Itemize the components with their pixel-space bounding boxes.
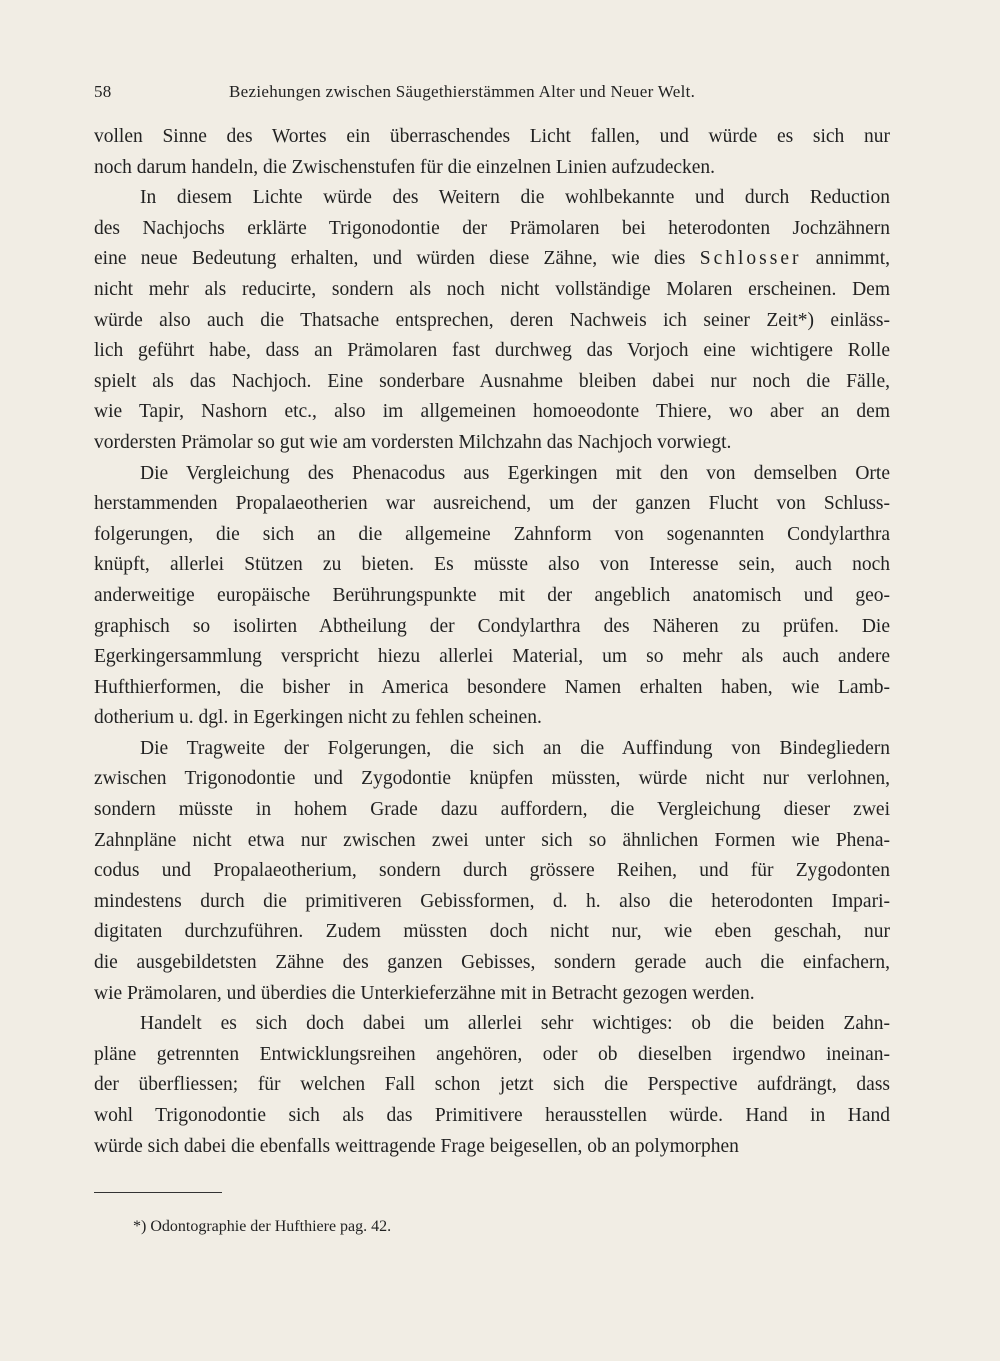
footnote: *) Odontographie der Hufthiere pag. 42. (133, 1218, 392, 1235)
text-line: dotherium u. dgl. in Egerkingen nicht zu fehlen scheinen. (94, 707, 542, 729)
text-line: sondern müsste in hohem Grade dazu auffordern, die Vergleichung dieser zwei (94, 799, 890, 821)
text-line: würde sich dabei die ebenfalls weittragende Frage beigesellen, ob an polymorphen (94, 1135, 739, 1157)
text-line: digitaten durchzuführen. Zudem müssten doch nicht nur, wie eben geschah, nur (94, 921, 890, 943)
text-line: codus und Propalaeotherium, sondern durch grössere Reihen, und für Zygodonten (94, 860, 890, 882)
text-line: Die Vergleichung des Phenacodus aus Egerkingen mit den von demselben Orte (140, 462, 890, 484)
text-line: noch darum handeln, die Zwischenstufen für die einzelnen Linien aufzudecken. (94, 156, 716, 178)
text-line: graphisch so isolirten Abtheilung der Condylarthra des Näheren zu prüfen. Die (94, 615, 890, 637)
text-line: lich geführt habe, dass an Prämolaren fast durchweg das Vorjoch eine wichtigere Rolle (94, 340, 890, 362)
text-line: nicht mehr als reducirte, sondern als noch nicht vollständige Molaren erscheinen. Dem (94, 278, 890, 300)
paragraph (94, 1009, 890, 1162)
text-line: spielt als das Nachjoch. Eine sonderbare Ausnahme bleiben dabei nur noch die Fälle, (94, 370, 890, 392)
text-line: Handelt es sich doch dabei um allerlei sehr wichtiges: ob die beiden Zahn- (140, 1013, 890, 1035)
running-title: Beziehungen zwischen Säugethierstämmen Alter und Neuer Welt. (229, 82, 696, 101)
author-name: Schlosser (699, 248, 802, 270)
text-line: herstammenden Propalaeotherien war ausreichend, um der ganzen Flucht von Schluss- (94, 493, 890, 515)
text-line: Zahnpläne nicht etwa nur zwischen zwei unter sich so ähnlichen Formen wie Phena- (94, 829, 890, 851)
text-line: In diesem Lichte würde des Weitern die wohlbekannte und durch Reduction (140, 187, 890, 209)
paragraph (94, 734, 890, 1009)
footnote-rule (94, 1192, 222, 1193)
paragraph (94, 459, 890, 734)
text-line: würde also auch die Thatsache entsprechen, deren Nachweis ich seiner Zeit*) einläss- (94, 309, 890, 331)
body-text (94, 122, 890, 1162)
text-line: anderweitige europäische Berührungspunkte mit der angeblich anatomisch und geo- (94, 584, 890, 606)
text-line: Die Tragweite der Folgerungen, die sich an die Auffindung von Bindegliedern (140, 737, 890, 759)
text-line: wie Prämolaren, und überdies die Unterkieferzähne mit in Betracht gezogen werden. (94, 982, 755, 1004)
paragraph (94, 183, 890, 458)
text-line: knüpft, allerlei Stützen zu bieten. Es müsste also von Interesse sein, auch noch (94, 554, 890, 576)
text-line: zwischen Trigonodontie und Zygodontie knüpfen müssten, würde nicht nur verlohnen, (94, 768, 890, 790)
text-line: pläne getrennten Entwicklungsreihen angehören, oder ob dieselben irgendwo ineinan- (94, 1043, 890, 1065)
text-line: wie Tapir, Nashorn etc., also im allgemeinen homoeodonte Thiere, wo aber an dem (94, 401, 890, 423)
text-line: der überfliessen; für welchen Fall schon jetzt sich die Perspective aufdrängt, dass (94, 1074, 890, 1096)
text-line: vordersten Prämolar so gut wie am vordersten Milchzahn das Nachjoch vorwiegt. (94, 431, 732, 453)
text-line: mindestens durch die primitiveren Gebissformen, d. h. also die heterodonten Impari- (94, 890, 890, 912)
text-line: Egerkingersammlung verspricht hiezu allerlei Material, um so mehr als auch andere (94, 646, 890, 668)
text-line: eine neue Bedeutung erhalten, und würden diese Zähne, wie dies Schlosser annimmt, (94, 248, 891, 270)
text-line: vollen Sinne des Wortes ein überraschendes Licht fallen, und würde es sich nur (94, 126, 890, 147)
text-line: die ausgebildetsten Zähne des ganzen Gebisses, sondern gerade auch die einfachern, (94, 952, 890, 974)
text-line: folgerungen, die sich an die allgemeine Zahnform von sogenannten Condylarthra (94, 523, 890, 545)
text-line: Hufthierformen, die bisher in America besondere Namen erhalten haben, wie Lamb- (94, 676, 890, 698)
page-number: 58 (94, 82, 112, 101)
paragraph (94, 122, 890, 183)
text-line: wohl Trigonodontie sich als das Primitivere herausstellen würde. Hand in Hand (94, 1105, 890, 1126)
text-line: des Nachjochs erklärte Trigonodontie der Prämolaren bei heterodonten Jochzähnern (94, 217, 890, 239)
